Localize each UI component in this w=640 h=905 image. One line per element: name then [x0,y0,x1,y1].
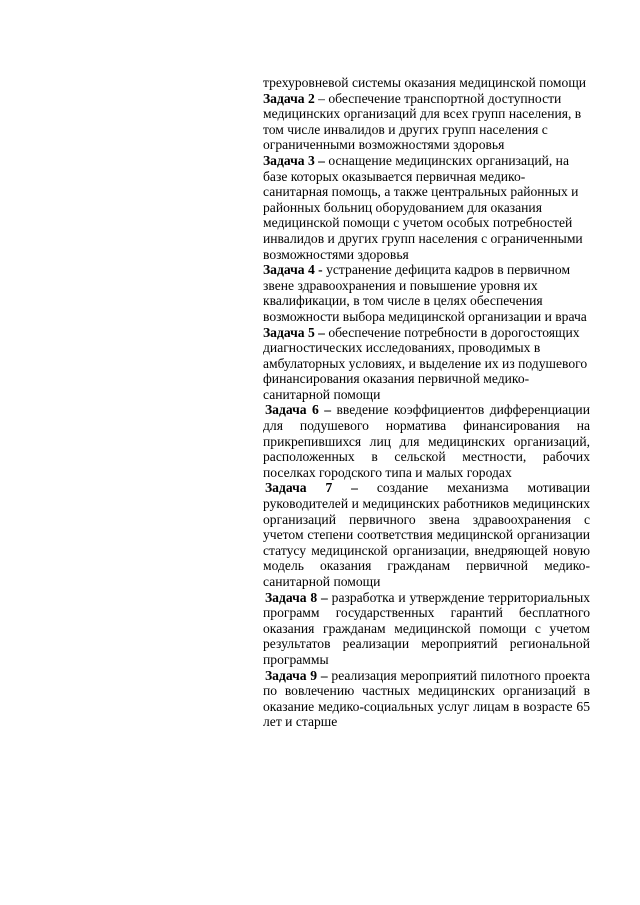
task-4-paragraph [263,262,590,324]
task-6-label: Задача 6 – [265,402,332,418]
task-8-paragraph [263,590,590,668]
task-6-text: введение коэффициентов дифференциации для подушевого норматива финансирования на прикрепившихся лиц для медицинских организаций, расположенных в сельской местности, рабочих поселках городского типа и малых городах [263,402,590,480]
task-5-label: Задача 5 – [263,324,325,340]
task-5-text: обеспечение потребности в дорогостоящих диагностических исследованиях, проводимых в амбулаторных условиях, и выделение их из подушевого финансирования оказания первичной медико-санитарной помощи [263,324,588,402]
task-3-label: Задача 3 – [263,152,325,168]
lead-paragraph [263,75,590,91]
task-9-label: Задача 9 – [265,667,328,683]
task-6-paragraph [263,402,590,480]
task-7-label: Задача 7 – [265,480,358,496]
task-2-paragraph [263,91,590,153]
task-5-paragraph [263,325,590,403]
task-8-label: Задача 8 – [265,589,328,605]
task-4-label: Задача 4 - [263,262,323,278]
task-2-text: – обеспечение транспортной доступности медицинских организаций для всех групп населения, в том числе инвалидов и других групп населения с ограниченными возможностями здоровья [263,90,582,153]
task-8-text: разработка и утверждение территориальных программ государственных гарантий бесплатного оказания гражданам медицинской помощи с учетом результатов реализации мероприятий региональной программы [263,589,590,667]
lead-text: трехуровневой системы оказания медицинской помощи [263,75,587,90]
task-4-text: устранение дефицита кадров в первичном звене здравоохранения и повышение уровня их квалификации, в том числе в целях обеспечения возможности выбора медицинской организации и врача [263,262,587,324]
task-3-paragraph [263,153,590,262]
task-2-label: Задача 2 [263,90,315,106]
task-9-paragraph [263,668,590,730]
task-9-text: реализация мероприятий пилотного проекта по вовлечению частных медицинских организаций в оказание медико-социальных услуг лицам в возрасте 65 лет и старше [263,667,590,730]
task-3-text: оснащение медицинских организаций, на базе которых оказывается первичная медико-санитарная помощь, а также центральных районных и районных больниц оборудованием для оказания медицинской помощи с учетом особых потребностей инвалидов и других групп населения с ограниченными возможностями здоровья [263,152,583,262]
text-column [263,75,590,730]
task-7-text: создание механизма мотивации руководителей и медицинских работников медицинских организаций первичного звена здравоохранения с учетом степени соответствия медицинской организации статусу медицинской организации, внедряющей новую модель оказания гражданам первичной медико-санитарной помощи [263,480,590,589]
task-7-paragraph [263,480,590,589]
